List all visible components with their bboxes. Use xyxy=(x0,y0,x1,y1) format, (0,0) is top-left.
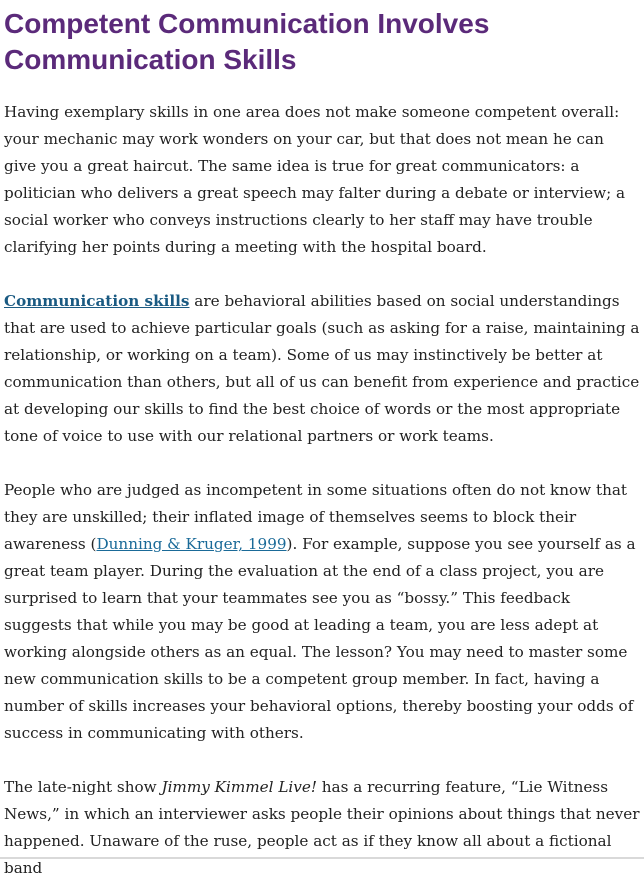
citation-dunning-kruger-link[interactable]: Dunning & Kruger, 1999 xyxy=(96,535,287,553)
paragraph-lie-witness-news xyxy=(4,774,640,882)
paragraph-incompetence-awareness xyxy=(4,477,640,747)
paragraph-incompetence-text-before: People who are judged as incompetent in some situations often do not know that they are unskilled; their inflated image of themselves seems to block their awareness ( xyxy=(4,481,628,553)
bottom-divider xyxy=(0,857,644,859)
section-heading xyxy=(4,6,640,78)
paragraph-communication-skills-text: are behavioral abilities based on social understandings that are used to achieve particular goals (such as asking for a raise, maintaining a relationship, or working on a team). Some of us may instinctively be better at communication than others, but all of us can benefit from experience and practice at developing our skills to find the best choice of words or the most appropriate tone of voice to use with our relational partners or work teams. xyxy=(4,292,640,445)
show-title: Jimmy Kimmel Live! xyxy=(161,778,317,796)
glossary-term-communication-skills-link[interactable]: Communication skills xyxy=(4,292,190,310)
paragraph-incompetence-text-after: ). For example, suppose you see yourself as a great team player. During the evaluation at the end of a class project, you are surprised to learn that your teammates see you as “bossy.” This feedback suggests that while you may be good at leading a team, you are less adept at working alongside others as an equal. The lesson? You may need to master some new communication skills to be a competent group member. In fact, having a number of skills increases your behavioral options, thereby boosting your odds of success in communicating with others. xyxy=(4,535,636,742)
paragraph-lie-witness-text-after: has a recurring feature, “Lie Witness News,” in which an interviewer asks people their opinions about things that never happened. Unaware of the ruse, people act as if they know all about a fictional band xyxy=(4,778,640,877)
paragraph-competence-overall: Having exemplary skills in one area does not make someone competent overall: your mechanic may work wonders on your car, but that does not mean he can give you a great haircut. The same idea is true for great communicators: a politician who delivers a great speech may falter during a debate or interview; a social worker who conveys instructions clearly to her staff may have trouble clarifying her points during a meeting with the hospital board. xyxy=(4,103,626,256)
section-heading-line-1: Competent Communication Involves xyxy=(4,8,490,39)
section-heading-line-2: Communication Skills xyxy=(4,44,297,75)
paragraph-communication-skills xyxy=(4,288,640,450)
paragraph-lie-witness-text-before: The late-night show xyxy=(4,778,162,796)
